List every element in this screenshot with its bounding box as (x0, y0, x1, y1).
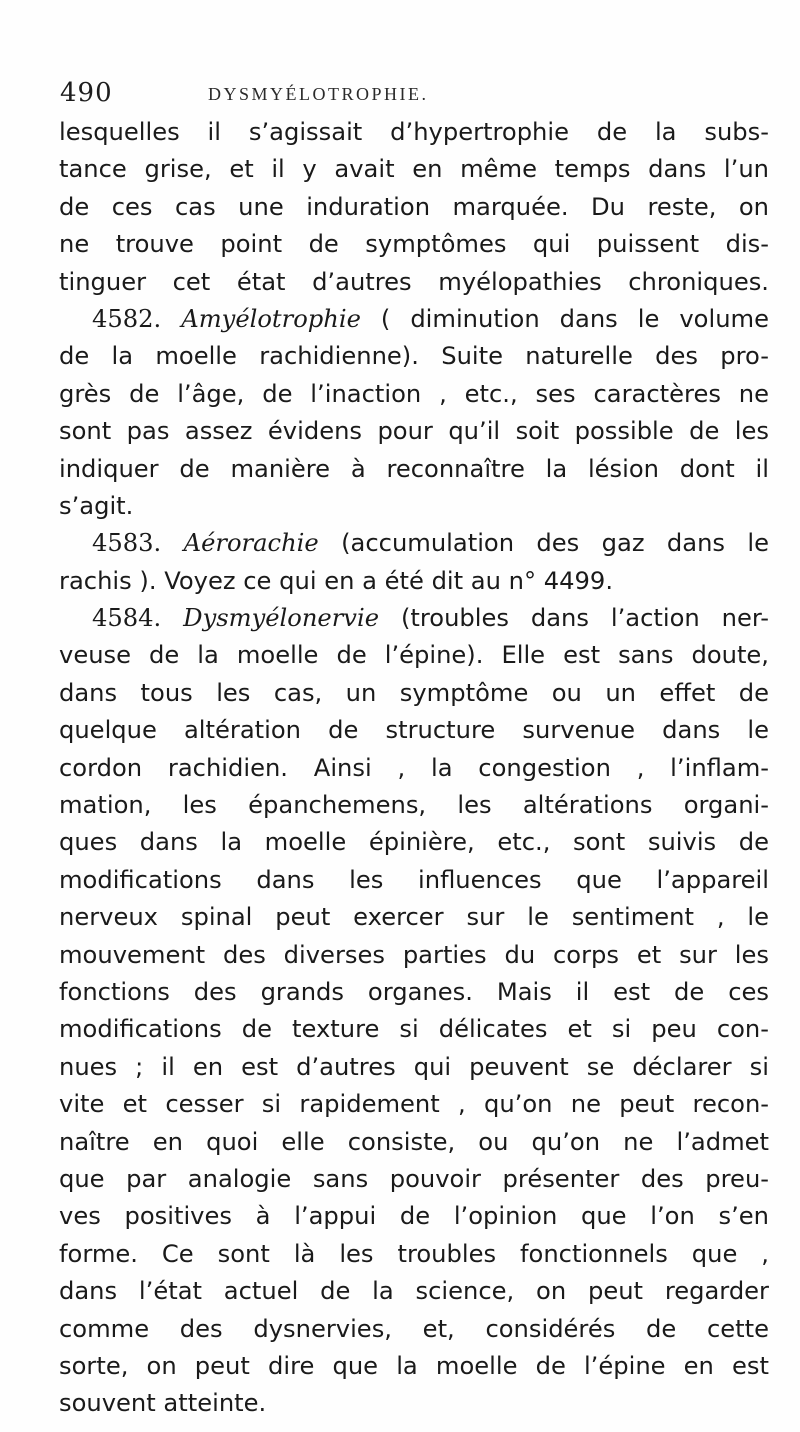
text-line: ne trouve point de symptômes qui puissent dis- (59, 230, 769, 259)
entry-definition: ( diminution dans le volume (360, 304, 769, 333)
text-line: tance grise, et il y avait en même temps dans l’un (59, 155, 769, 184)
text-line: cordon rachidien. Ainsi , la congestion , l’inflam- (59, 753, 769, 782)
text-line: sorte, on peut dire que la moelle de l’épine en est (59, 1351, 769, 1380)
text-line: quelque altération de structure survenue dans le (59, 716, 769, 745)
entry-first-line (59, 600, 769, 637)
running-title: DYSMYÉLOTROPHIE. (208, 84, 429, 104)
entry-definition: (troubles dans l’action ner- (379, 604, 769, 633)
body-text (59, 114, 769, 1423)
text-line: dans l’état actuel de la science, on peut regarder (59, 1277, 769, 1306)
text-line: mation, les épanchemens, les altérations organi- (59, 791, 769, 820)
text-line: ques dans la moelle épinière, etc., sont suivis de (59, 828, 769, 857)
entry-first-line (59, 525, 769, 562)
text-line: sont pas assez évidens pour qu’il soit possible de les (59, 417, 769, 446)
text-line: de la moelle rachidienne). Suite naturelle des pro- (59, 342, 769, 371)
text-line: grès de l’âge, de l’inaction , etc., ses caractères ne (59, 379, 769, 408)
text-line: lesquelles il s’agissait d’hypertrophie de la subs- (59, 118, 769, 146)
text-line: tinguer cet état d’autres myélopathies chroniques. (59, 267, 769, 296)
text-line: nerveux spinal peut exercer sur le sentiment , le (59, 903, 769, 932)
text-line: s’agit. (59, 491, 134, 520)
text-line: comme des dysnervies, et, considérés de cette (59, 1314, 769, 1343)
text-line: que par analogie sans pouvoir présenter des preu- (59, 1164, 769, 1193)
entry-term: Dysmyélonervie (183, 604, 380, 633)
text-line: de ces cas une induration marquée. Du reste, on (59, 192, 769, 221)
entry-number: 4584. (92, 604, 162, 633)
text-line: ves positives à l’appui de l’opinion que l’on s’en (59, 1202, 769, 1231)
entry-number: 4582. (92, 304, 162, 333)
page-number: 490 (60, 78, 113, 108)
text-line: fonctions des grands organes. Mais il est de ces (59, 977, 769, 1006)
text-line: naître en quoi elle consiste, ou qu’on ne l’admet (59, 1127, 769, 1156)
text-line: mouvement des diverses parties du corps et sur les (59, 940, 769, 969)
text-line: forme. Ce sont là les troubles fonctionnels que , (59, 1239, 769, 1268)
text-line: modifications de texture si délicates et si peu con- (59, 1015, 769, 1044)
text-line: souvent atteinte. (59, 1389, 267, 1418)
text-line: nues ; il en est d’autres qui peuvent se déclarer si (59, 1052, 769, 1081)
entry-definition: (accumulation des gaz dans le (318, 529, 769, 558)
text-line: veuse de la moelle de l’épine). Elle est sans doute, (59, 641, 769, 670)
entry-term: Aérorachie (183, 529, 319, 558)
entry-number: 4583. (92, 529, 162, 558)
text-line: vite et cesser si rapidement , qu’on ne peut recon- (59, 1090, 769, 1119)
text-line: indiquer de manière à reconnaître la lésion dont il (59, 454, 769, 483)
text-line: dans tous les cas, un symptôme ou un effet de (59, 678, 769, 707)
text-line: rachis ). Voyez ce qui en a été dit au n° 4499. (59, 566, 614, 595)
entry-first-line (59, 301, 769, 338)
text-line: modifications dans les influences que l’appareil (59, 865, 769, 894)
entry-term: Amyélotrophie (181, 304, 361, 333)
running-head (60, 78, 760, 112)
